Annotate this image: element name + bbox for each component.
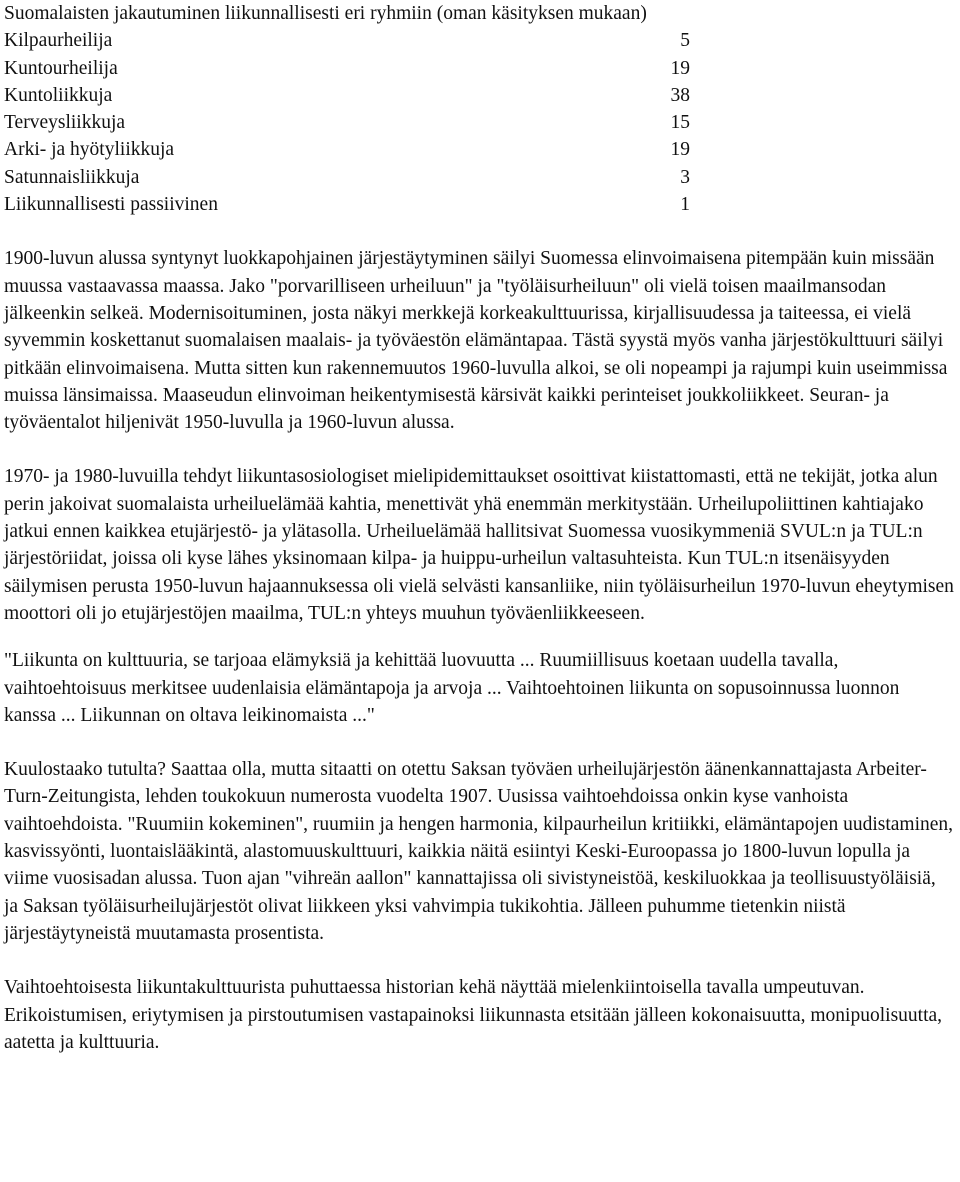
activity-groups-table bbox=[4, 27, 690, 218]
paragraph-surveys: 1970- ja 1980-luvuilla tehdyt liikuntasosiologiset mielipidemittaukset osoittivat kiistattomasti, että ne tekijät, jotka alun perin jakoivat suomalaista urheiluelämää kahtia, menettivät yhä enemmän merkitystään. Urheilupoliittinen kahtiajako jatkui ennen kaikkea etujärjestö- ja ylätasolla. Urheiluelämää hallitsivat Suomessa vuosikymmeniä SVUL:n ja TUL:n järjestöriidat, joissa oli kyse lähes yksinomaan kilpa- ja huippu-urheilun valtasuhteista. Kun TUL:n itsenäisyyden säilymisen perusta 1950-luvun hajaannuksessa oli vielä selvästi kansanliike, niin työläisurheilun 1970-luvun eheytymisen moottori oli jo etujärjestöjen maailma, TUL:n yhteys muuhun työväenliikkeeseen. bbox=[4, 466, 954, 624]
spacer bbox=[4, 436, 954, 463]
row-value: 19 bbox=[670, 139, 690, 161]
row-label: Terveysliikkuja bbox=[4, 112, 126, 134]
row-value: 15 bbox=[670, 112, 690, 134]
table-row bbox=[4, 164, 690, 191]
table-row bbox=[4, 27, 690, 54]
row-label: Liikunnallisesti passiivinen bbox=[4, 194, 218, 216]
row-label: Arki- ja hyötyliikkuja bbox=[4, 139, 175, 161]
paragraph-source: Kuulostaako tutulta? Saattaa olla, mutta sitaatti on otettu Saksan työväen urheilujärjestön äänenkannattajasta Arbeiter-Turn-Zeitungista, lehden toukokuun numerosta vuodelta 1907. Uusissa vaihtoehdoissa onkin kyse vanhoista vaihtoehdoista. "Ruumiin kokeminen", ruumiin ja hengen harmonia, kilpaurheilun kritiikki, elämäntapojen uudistaminen, kasvissyönti, luontaislääkintä, alastomuuskulttuuri, kaikkia näitä esiintyi Keski-Euroopassa jo 1800-luvun lopulla ja viime vuosisadan alussa. Tuon ajan "vihreän aallon" kannattajissa oli sivistyneistöä, keskiluokkaa ja teollisuustyöläisiä, ja Saksan työläisurheilujärjestöt olivat liikkeen yksi vahvimpia tukikohtia. Jälleen puhumme tietenkin niistä järjestäytyneistä muutamasta prosentista. bbox=[4, 759, 954, 944]
table-row bbox=[4, 55, 690, 82]
row-label: Satunnaisliikkuja bbox=[4, 166, 140, 188]
row-value: 19 bbox=[670, 57, 690, 79]
spacer bbox=[4, 218, 954, 245]
spacer bbox=[4, 947, 954, 974]
table-row bbox=[4, 109, 690, 136]
row-value: 38 bbox=[670, 84, 690, 106]
row-value: 5 bbox=[680, 30, 690, 52]
table-row bbox=[4, 136, 690, 163]
row-label: Kuntourheilija bbox=[4, 57, 118, 79]
row-value: 1 bbox=[680, 194, 690, 216]
paragraph-quote: "Liikunta on kulttuuria, se tarjoaa elämyksiä ja kehittää luovuutta ... Ruumiillisuus koetaan uudella tavalla, vaihtoehtoisuus merkitsee uudenlaisia elämäntapoja ja arvoja ... Vaihtoehtoinen liikunta on sopusoinnussa luonnon kanssa ... Liikunnan on oltava leikinomaista ..." bbox=[4, 650, 900, 726]
table-row bbox=[4, 191, 690, 218]
row-label: Kuntoliikkuja bbox=[4, 84, 113, 106]
paragraph-history: 1900-luvun alussa syntynyt luokkapohjainen järjestäytyminen säilyi Suomessa elinvoimaisena pitempään kuin missään muussa vastaavassa maassa. Jako "porvarilliseen urheiluun" ja "työläisurheiluun" oli vielä toisen maailmansodan jälkeenkin selkeä. Modernisoituminen, josta näkyi merkkejä korkeakulttuurissa, kirjallisuudessa ja taiteessa, ei vielä syvemmin koskettanut suomalaisen maalais- ja työväestön elämäntapaa. Tästä syystä myös vanha järjestökulttuuri säilyi pitkään elinvoimaisena. Mutta sitten kun rakennemuutos 1960-luvulla alkoi, se oli nopeampi ja rajumpi kuin useimmissa muissa länsimaissa. Maaseudun elinvoiman heikentymisestä kärsivät kaikki perinteiset joukkoliikkeet. Seuran- ja työväentalot hiljenivät 1950-luvulla ja 1960-luvun alussa. bbox=[4, 248, 948, 434]
spacer bbox=[4, 627, 954, 647]
table-row bbox=[4, 82, 690, 109]
row-value: 3 bbox=[680, 166, 690, 188]
spacer bbox=[4, 729, 954, 756]
table-title: Suomalaisten jakautuminen liikunnallisesti eri ryhmiin (oman käsityksen mukaan) bbox=[4, 3, 647, 24]
row-label: Kilpaurheilija bbox=[4, 30, 113, 52]
paragraph-conclusion: Vaihtoehtoisesta liikuntakulttuurista puhuttaessa historian kehä näyttää mielenkiintoisella tavalla umpeutuvan. Erikoistumisen, eriytymisen ja pirstoutumisen vastapainoksi liikunnasta etsitään jälleen kokonaisuutta, monipuolisuutta, aatetta ja kulttuuria. bbox=[4, 977, 943, 1053]
